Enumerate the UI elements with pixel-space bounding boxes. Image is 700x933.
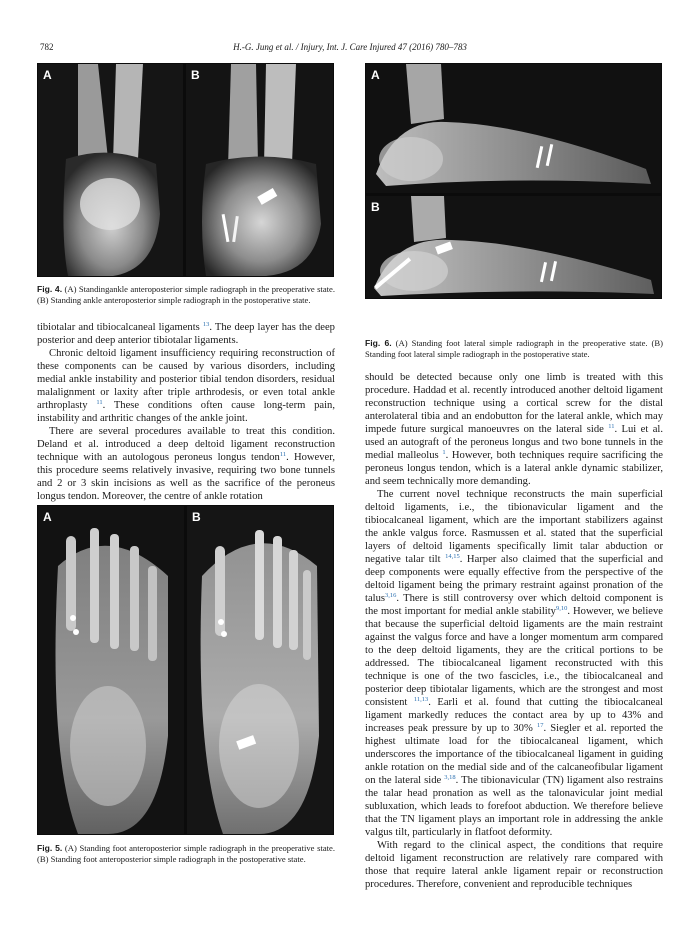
panel-label: A [43,68,52,82]
panel-label: B [192,510,201,524]
page-number: 782 [40,42,54,52]
figure-4-panel-a [38,64,183,276]
figure-4 [37,63,334,277]
figure-6 [365,63,662,299]
foot-ap-preop-radiograph [38,506,184,834]
citation-ref[interactable]: 3,18 [444,774,456,781]
citation-ref[interactable]: 1 [442,449,446,456]
figure-5-panel-a [38,506,184,834]
panel-label: A [43,510,52,524]
citation-ref[interactable]: 17 [536,722,544,729]
foot-ap-postop-radiograph [187,506,333,834]
figure-6-panel-b [366,196,661,298]
citation-ref[interactable]: 11 [608,423,615,430]
panel-label: B [371,200,380,214]
caption-label: Fig. 5. [37,843,63,853]
figure-4-caption [37,284,335,306]
citation-ref[interactable]: 11 [279,451,287,458]
ankle-ap-postop-radiograph [186,64,333,276]
citation-ref[interactable]: 3,16 [385,592,397,599]
figure-5-caption [37,843,335,865]
left-column-text [37,321,335,503]
body-paragraph: There are several procedures available to treat this condition. Deland et al. introduced a deep deltoid ligament reconstruction technique with an autologous peroneus longus tendon$^{11}$. However, this procedure seems relatively invasive, requiring two bone tunnels and 2 or 3 skin incisions as well as the sacrifice of the peroneus longus tendon. Moreover, the centre of ankle rotation [37,426,335,502]
body-paragraph: With regard to the clinical aspect, the conditions that require deltoid ligament reconstruction are relatively rare compared with those that require lateral ankle ligament repair or reconstruction procedures. Therefore, convenient and reproducible techniques [365,840,663,890]
figure-4-panel-b [186,64,333,276]
ankle-ap-preop-radiograph [38,64,183,276]
citation-ref[interactable]: 11,13 [413,696,429,703]
caption-text: (A) Standing foot lateral simple radiograph in the preoperative state. (B) Standing foot lateral simple radiograph in the postoperative state. [365,338,663,359]
figure-5-panel-b [187,506,333,834]
caption-text: (A) Standingankle anteroposterior simple radiograph in the preoperative state. (B) Standing ankle anteroposterior simple radiograph in the postoperative state. [37,284,335,305]
citation-ref[interactable]: 14,15 [445,553,460,560]
right-column-text [365,371,663,891]
figure-6-panel-a [366,64,661,193]
body-paragraph: tibiotalar and tibiocalcaneal ligaments $^{13}$. The deep layer has the deep posterior and deep anterior tibiotalar ligaments. [37,321,335,346]
citation-ref[interactable]: 11 [96,399,103,406]
figure-6-caption [365,338,663,360]
figure-5 [37,505,334,835]
body-paragraph: Chronic deltoid ligament insufficiency requiring reconstruction of these components can be caused by various disorders, including medial ankle instability and posterior tibial tendon disorders, residual malalignment or laxity after triple arthrodesis, or even total ankle arthroplasty $^{11}$. These conditions often cause long-term pain, instability and arthritic changes of the ankle joint. [37,348,335,424]
caption-text: (A) Standing foot anteroposterior simple radiograph in the preoperative state. (B) Standing foot anteroposterior simple radiograph in the postoperative state. [37,843,335,864]
caption-label: Fig. 6. [365,338,392,348]
panel-label: A [371,68,380,82]
caption-label: Fig. 4. [37,284,63,294]
foot-lateral-postop-radiograph [366,196,661,298]
panel-label: B [191,68,200,82]
journal-citation-line: H.-G. Jung et al. / Injury, Int. J. Care Injured 47 (2016) 780–783 [233,42,467,52]
foot-lateral-preop-radiograph [366,64,661,193]
citation-ref[interactable]: 9,10 [555,605,568,612]
body-paragraph: The current novel technique reconstructs the main superficial deltoid ligaments, i.e., the tibionavicular ligament and the tibiocalcaneal ligament, which are the important stabilizers against the ankle valgus force. Rasmussen et al. stated that the superficial layers of deltoid ligaments specifically limit talar abduction or negative talar tilt $^{14,15}$. Harper also claimed that the superficial and deep components were equally effective from the perspective of the deltoid ligament being the primary restraint against pronation of the talus$^{3,16}$. There is still controversy over which deltoid component is the most important for medial ankle stability$^{9,10}$. However, we believe that because the superficial deltoid ligaments are the main restraint against the valgus force and have a longer momentum arm compared to the deep deltoid ligaments, they are the critical portions to be addressed. The tibiocalcaneal ligament reconstructed with this technique is one of the two fascicles, i.e., the tibiocalcaneal and posterior deep tibiotalar ligaments, which are the strongest and most consistent $^{11,13}$. Earli et al. found that cutting the tibiocalcaneal ligament markedly reduces the contact area by up to 43% and increases peak pressure by up to 30% $^{17}$. Siegler et al. reported the highest ultimate load for the tibiocalcaneal ligament, which underscores the importance of the tibiocalcaneal ligament in guiding ankle rotation on the medial side and of the calcaneofibular ligament on the lateral side $^{3,18}$. The tibionavicular (TN) ligament also restrains the talar head pronation as well as the talonavicular joint medial subluxation, which leads to forefoot abduction. We therefore believe that the TN ligament plays an important role in addressing the ankle valgus tilt, particularly in flatfoot deformity. [365,489,663,838]
running-head [40,42,660,56]
body-paragraph: should be detected because only one limb is treated with this procedure. Haddad et al. recently introduced another deltoid ligament reconstruction technique using a cortical screw for the distal anterolateral tibia and an endobutton for the lateral ankle, which may impede future surgical manoeuvres on the lateral side $^{11}$. Lui et al. used an autograft of the peroneus longus and two bone tunnels in the medial malleolus $^1$. However, both techniques require sacrificing the peroneus longus tendon, which is a lateral ankle dynamic stabilizer, and seem technically more demanding. [365,372,663,487]
citation-ref[interactable]: 13 [202,321,210,328]
